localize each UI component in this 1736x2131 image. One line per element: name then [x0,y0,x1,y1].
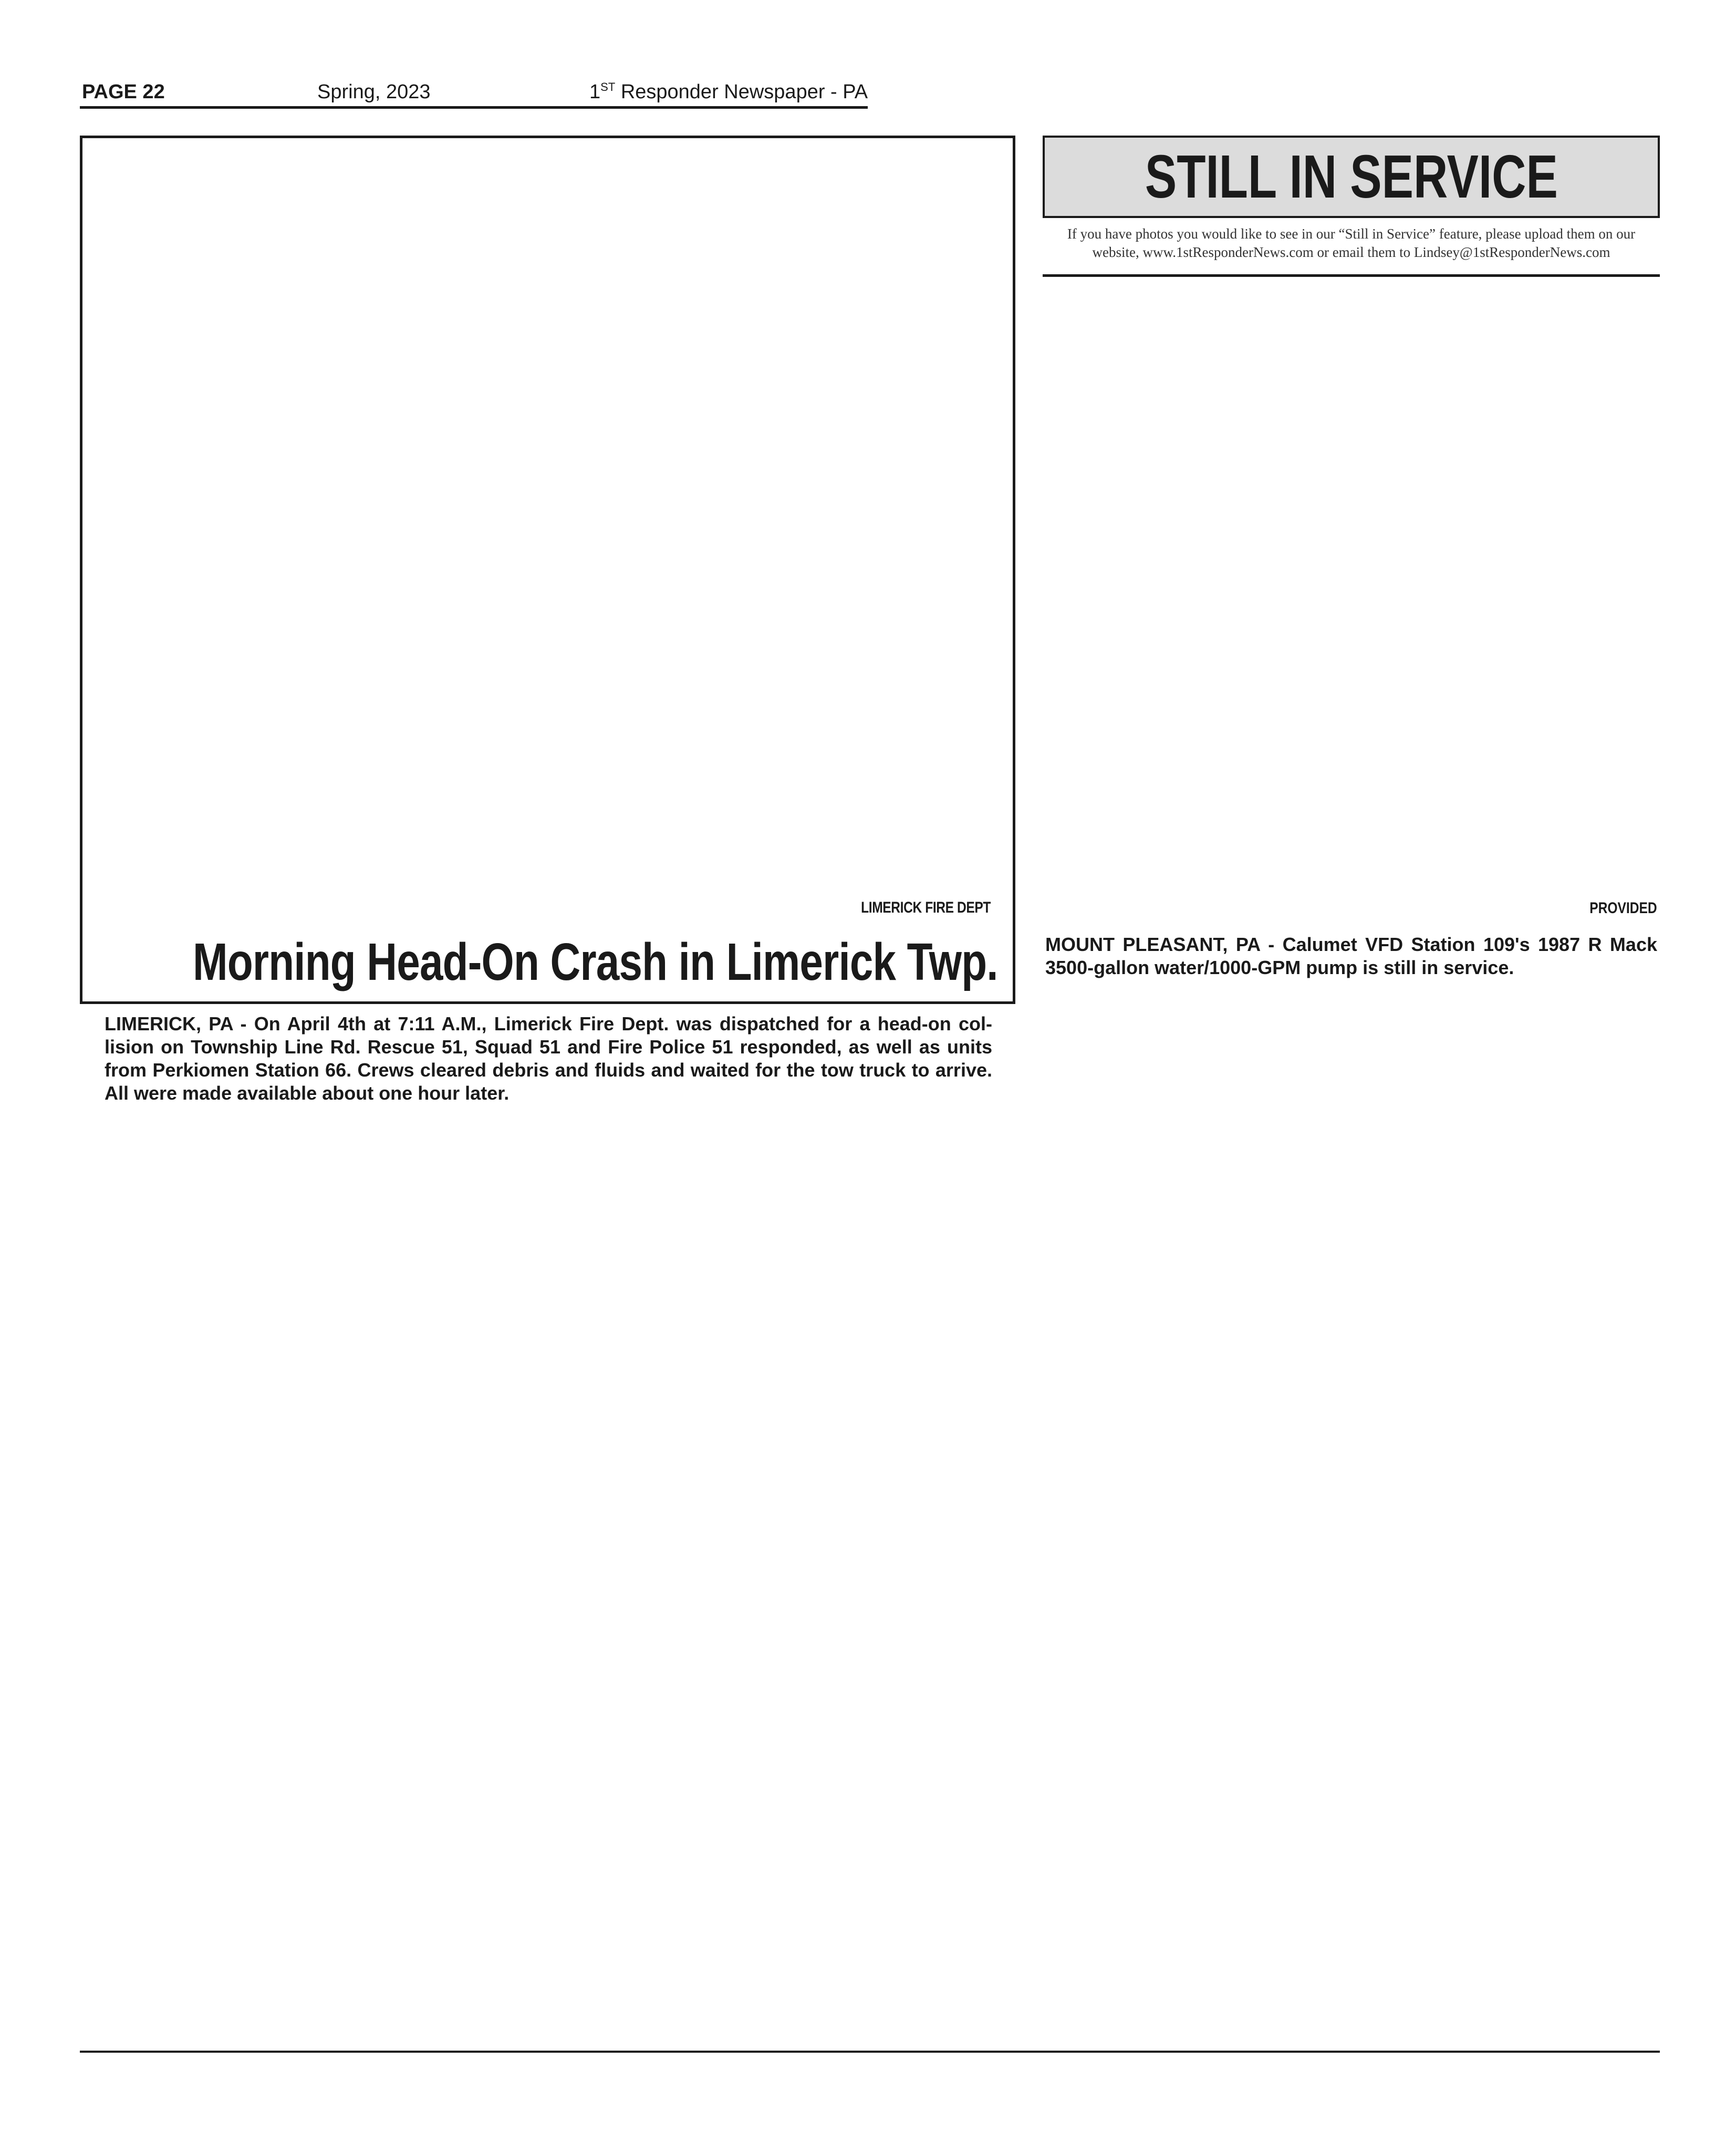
issue-date: Spring, 2023 [317,81,431,103]
still-in-service-note [1043,225,1660,277]
main-story-body: LIMERICK, PA - On April 4th at 7:11 A.M., Limerick Fire Dept. was dispatched for a head-on col-lision on Township Line Rd. Rescue 51, Squad 51 and Fire Police 51 responded, as well as units from Perkiomen Station 66. Crews cleared debris and fluids and waited for the tow truck to arrive. All were made available about one hour later. [105,1013,992,1104]
page-number: PAGE 22 [82,81,165,103]
publication-suffix: Responder Newspaper - PA [615,81,868,103]
publication-prefix: 1 [589,81,601,103]
still-in-service-photo [1043,294,1660,893]
publication-name [589,79,868,105]
still-in-service-caption: MOUNT PLEASANT, PA - Calumet VFD Station 109's 1987 R Mack 3500-gallon water/1000-GPM pump is still in service. [1045,934,1657,978]
page-header [80,79,868,109]
main-story-photo [105,159,992,889]
still-in-service-banner [1043,136,1660,218]
main-story-headline: Morning Head-On Crash in Limerick Twp. [193,933,998,991]
publication-superscript: ST [600,80,616,94]
main-story-photo-credit: LIMERICK FIRE DEPT [861,899,991,916]
still-in-service-note-line2: website, www.1stResponderNews.com or email them to Lindsey@1stResponderNews.com [1092,244,1610,260]
still-in-service-credit-wrap [1043,899,1657,917]
still-in-service-title: STILL IN SERVICE [1145,142,1558,211]
page-footer-rule [80,2051,1660,2053]
still-in-service-photo-credit: PROVIDED [1589,899,1657,917]
still-in-service-note-line1: If you have photos you would like to see in our “Still in Service” feature, please upload them on our [1067,226,1636,242]
main-story-box [80,136,1015,1104]
